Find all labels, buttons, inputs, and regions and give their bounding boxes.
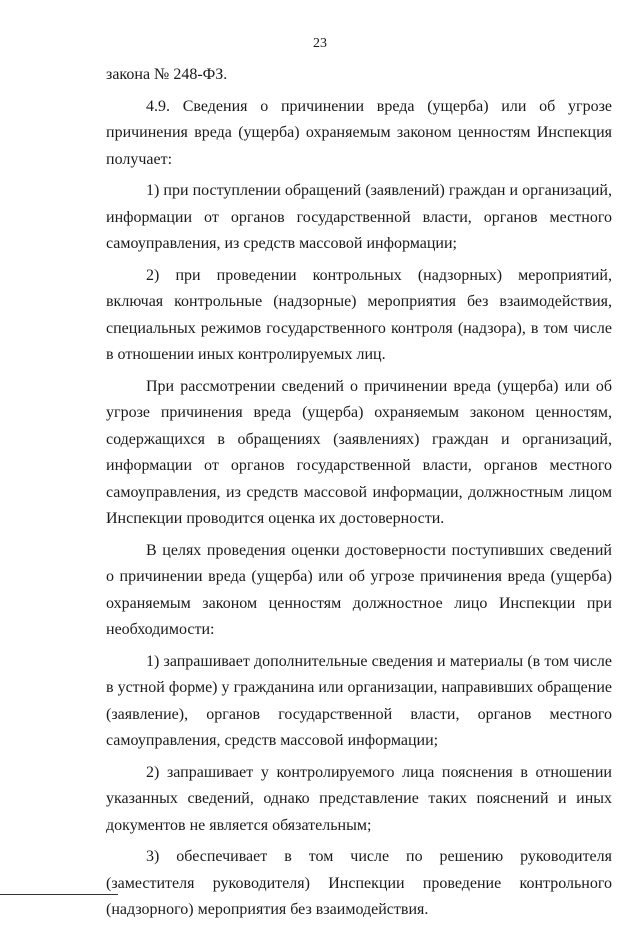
list-item-control-measure: 3) обеспечивает в том числе по решению руководителя (заместителя руководителя) Инспекции проведение контрольного (надзорного) мероприятия без взаимодействия.	[106, 848, 612, 918]
paragraph-continuation: закона № 248-ФЗ.	[106, 66, 228, 83]
paragraph-4-9: 4.9. Сведения о причинении вреда (ущерба) или об угрозе причинения вреда (ущерба) охраняемым законом ценностям Инспекция получает:	[106, 97, 612, 168]
paragraph-assessment: При рассмотрении сведений о причинении вреда (ущерба) или об угрозе причинения вреда (ущерба) охраняемым законом ценностям, содержащихся в обращениях (заявлениях) граждан и организаций, информации от органов государственной власти, органов местного самоуправления, из средств массовой информации, должностным лицом Инспекции проводится оценка их достоверности.	[106, 377, 612, 527]
footnote-divider	[0, 894, 118, 895]
page-number: 23	[313, 36, 327, 51]
list-item-2: 2) при проведении контрольных (надзорных) мероприятий, включая контрольные (надзорные) мероприятия без взаимодействия, специальных режимов государственного контроля (надзора), в том числе в отношении иных контролируемых лиц.	[106, 266, 612, 363]
list-item-request-info: 1) запрашивает дополнительные сведения и материалы (в том числе в устной форме) у гражданина или организации, направивших обращение (заявление), органов государственной власти, органов местного самоуправления, средств массовой информации;	[106, 652, 612, 749]
list-item-1: 1) при поступлении обращений (заявлений) граждан и организаций, информации от органов государственной власти, органов местного самоуправления, из средств массовой информации;	[106, 182, 612, 252]
document-body	[106, 62, 612, 929]
paragraph-verification: В целях проведения оценки достоверности поступивших сведений о причинении вреда (ущерба) или об угрозе причинения вреда (ущерба) охраняемым законом ценностям должностное лицо Инспекции при необходимости:	[106, 541, 612, 638]
list-item-request-explanations: 2) запрашивает у контролируемого лица пояснения в отношении указанных сведений, однако представление таких пояснений и иных документов не является обязательным;	[106, 763, 612, 834]
